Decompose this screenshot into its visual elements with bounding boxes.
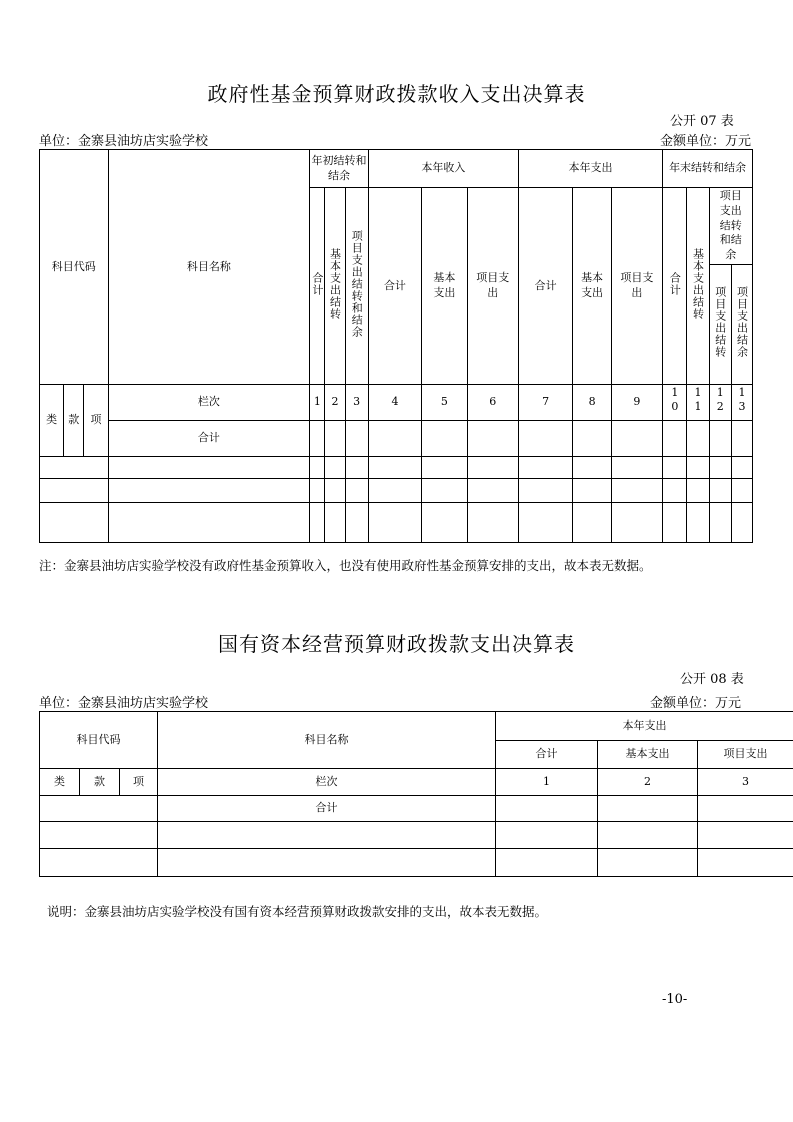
col-xiang: 项 [84,385,108,457]
col-kuan: 款 [80,769,120,796]
col-number: 8 [573,385,611,421]
table07-amount-unit: 金额单位：万元 [660,134,752,149]
row-column-index: 栏次 [158,769,496,796]
table08-form-no: 公开 08 表 [680,672,744,687]
table08-amount-unit: 金额单位：万元 [650,696,742,711]
col-number: 6 [467,385,518,421]
table-row [40,479,753,503]
col-number: 12 [709,385,731,421]
table-row [40,849,793,877]
table07-note: 注：金寨县油坊店实验学校没有政府性基金预算收入，也没有使用政府性基金预算安排的支出，故本表无数据。 [39,558,652,573]
table07-title: 政府性基金预算财政拨款收入支出决算表 [207,82,586,106]
table08-unit: 单位：金寨县油坊店实验学校 [39,696,209,711]
header-name: 科目名称 [158,712,496,769]
header-income: 本年收入 [368,150,518,188]
header-end-basic-carry: 基本支出结转 [687,188,709,385]
row-column-index: 栏次 [108,385,310,421]
header-income-project: 项目支出 [467,188,518,385]
table-row [40,503,753,543]
header-project-exp: 项目支出 [698,741,793,769]
table08-title: 国有资本经营预算财政拨款支出决算表 [218,632,575,656]
header-basic-exp: 基本支出 [598,741,698,769]
col-number: 5 [422,385,467,421]
header-end-project-carry-balance: 项目支出结转和结余 [709,188,752,265]
col-number: 1 [310,385,325,421]
header-begin-balance: 年初结转和结余 [310,150,368,188]
header-end-balance: 年末结转和结余 [663,150,753,188]
header-name: 科目名称 [108,150,310,385]
page-number: -10- [662,992,688,1007]
table07 [39,149,753,543]
header-end-total: 合计 [663,188,687,385]
header-total: 合计 [496,741,598,769]
table08 [39,711,793,877]
header-expense-total: 合计 [518,188,572,385]
header-code: 科目代码 [40,150,109,385]
header-begin-total: 合计 [310,188,325,385]
header-expense: 本年支出 [518,150,662,188]
header-code: 科目代码 [40,712,158,769]
header-end-project-balance: 项目支出结余 [731,265,752,385]
col-number: 1 [496,769,598,796]
table-row [40,457,753,479]
header-expense-project: 项目支出 [611,188,662,385]
col-number: 13 [731,385,752,421]
col-number: 2 [598,769,698,796]
header-begin-project-carry-balance: 项目支出结转和结余 [345,188,368,385]
col-kuan: 款 [64,385,84,457]
table07-form-no: 公开 07 表 [670,114,734,129]
col-number: 10 [663,385,687,421]
col-lei: 类 [40,769,80,796]
header-expense-basic: 基本支出 [573,188,611,385]
table-row [40,822,793,849]
row-total: 合计 [158,796,496,822]
col-number: 7 [518,385,572,421]
col-number: 4 [368,385,421,421]
header-income-total: 合计 [368,188,421,385]
header-end-project-carry: 项目支出结转 [709,265,731,385]
header-expense: 本年支出 [496,712,793,741]
col-lei: 类 [40,385,64,457]
col-number: 2 [325,385,345,421]
col-number: 3 [345,385,368,421]
col-number: 9 [611,385,662,421]
col-number: 3 [698,769,793,796]
row-total: 合计 [108,421,310,457]
table08-note: 说明：金寨县油坊店实验学校没有国有资本经营预算财政拨款安排的支出，故本表无数据。 [47,904,548,919]
header-income-basic: 基本支出 [422,188,467,385]
col-xiang: 项 [120,769,158,796]
header-begin-basic-carry: 基本支出结转 [325,188,345,385]
col-number: 11 [687,385,709,421]
table07-unit: 单位：金寨县油坊店实验学校 [39,134,209,149]
